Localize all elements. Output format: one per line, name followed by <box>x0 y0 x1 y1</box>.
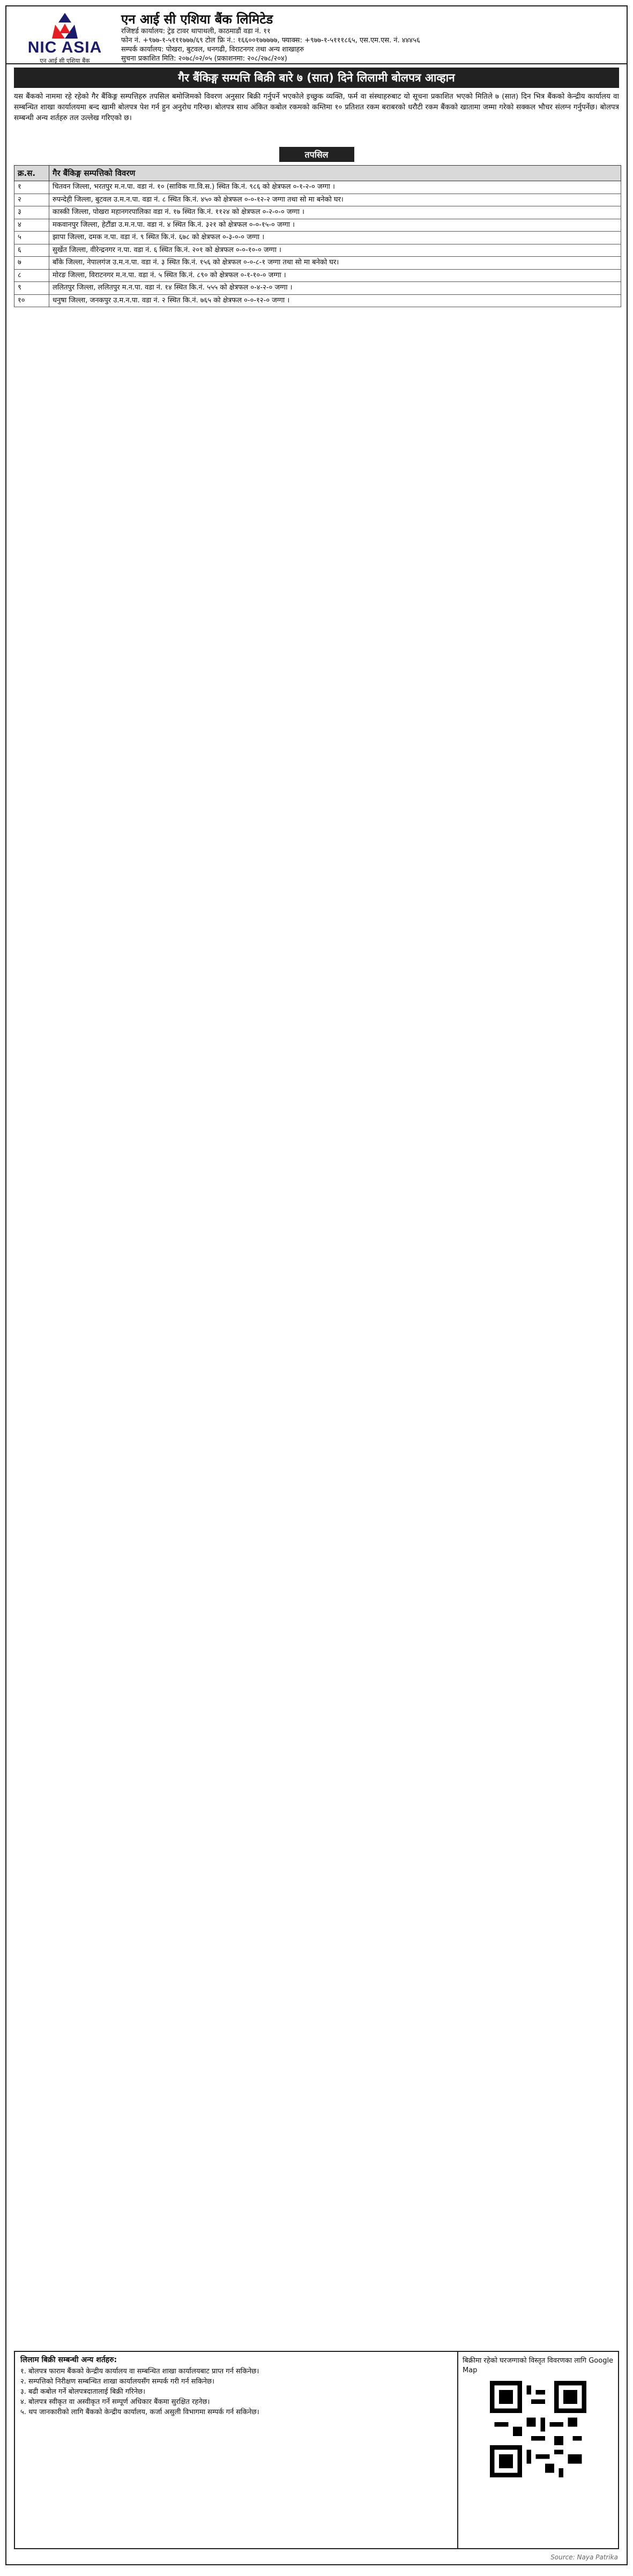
terms-title: लिलाम बिक्री सम्बन्धी अन्य शर्तहरु: <box>20 2356 117 2364</box>
row-desc: झापा जिल्ला, दमक न.पा. वडा नं. ९ स्थित कि.नं. ६७८ को क्षेत्रफल ०-३-०-० जग्गा । <box>49 232 621 244</box>
table-row <box>14 257 621 270</box>
col-desc-header: गैर बैंकिङ्ग सम्पत्तिको विवरण <box>49 166 621 181</box>
address-line: रजिष्टर्ड कार्यालय: ट्रेड टावर थापाथली, काठमाडौं वडा नं. ११ <box>121 27 271 35</box>
bank-logo <box>14 12 116 65</box>
notice-page <box>5 5 628 2565</box>
row-sn: ३ <box>14 206 49 219</box>
row-desc: सुर्खेत जिल्ला, वीरेन्द्रनगर न.पा. वडा नं. ६ स्थित कि.नं. २०१ को क्षेत्रफल ०-०-१०-० जग्गा । <box>49 244 621 257</box>
table-header-row <box>14 166 621 181</box>
logo-text: NIC ASIA <box>27 39 102 56</box>
table-band: तपसिल <box>279 147 354 162</box>
header-text <box>116 12 619 63</box>
table-row <box>14 282 621 295</box>
table-row <box>14 219 621 232</box>
assets-table <box>14 165 621 307</box>
terms-item: ३. बढी कबोल गर्ने बोलपत्रदातालाई बिक्री गरिनेछ। <box>20 2388 146 2396</box>
table-row <box>14 206 621 219</box>
table-row <box>14 181 621 194</box>
terms-item: ५. थप जानकारीको लागि बैंकको केन्द्रीय कार्यालय, कर्जा असुली विभागमा सम्पर्क गर्न सकिनेछ। <box>20 2408 259 2416</box>
row-desc: रुपन्देही जिल्ला, बुटवल उ.म.न.पा. वडा नं. ८ स्थित कि.नं. ४५० को क्षेत्रफल ०-०-१२-२ जग्गा तथा सो मा बनेको घर। <box>49 194 621 206</box>
table-body <box>14 181 621 307</box>
terms-block <box>15 2352 457 2548</box>
qr-box <box>457 2352 618 2548</box>
row-desc: कास्की जिल्ला, पोखरा महानगरपालिका वडा नं. १७ स्थित कि.नं. ११२४ को क्षेत्रफल ०-२-०-० जग्गा । <box>49 206 621 219</box>
address-line: सुचना प्रकाशित मिति: २०७८/०२/०५ (प्रकाशनमा: २०८/२७८/२०४) <box>121 55 287 63</box>
row-desc: ललितपुर जिल्ला, ललितपुर म.न.पा. वडा नं. १४ स्थित कि.नं. ५५५ को क्षेत्रफल ०-४-२-० जग्गा । <box>49 282 621 295</box>
table-row <box>14 232 621 244</box>
terms-item: १. बोलपत्र फाराम बैंकको केन्द्रीय कार्यालय वा सम्बन्धित शाखा कार्यालयबाट प्राप्त गर्न सकिनेछ। <box>20 2367 259 2375</box>
table-row <box>14 269 621 282</box>
terms-footer <box>14 2351 619 2549</box>
table-row <box>14 194 621 206</box>
bank-name: एन आई सी एशिया बैंक लिमिटेड <box>121 12 273 27</box>
row-desc: चितवन जिल्ला, भरतपुर म.न.पा. वडा नं. १० (साविक गा.वि.स.) स्थित कि.नं. ९८६ को क्षेत्रफल ०-१-२-० जग्गा । <box>49 181 621 194</box>
table-row <box>14 294 621 307</box>
col-sn-header: क्र.स. <box>14 166 49 181</box>
notice-title: गैर बैंकिङ्ग सम्पत्ति बिक्री बारे ७ (सात) दिने लिलामी बोलपत्र आव्हान <box>14 68 619 88</box>
row-desc: बाँके जिल्ला, नेपालगंज उ.म.न.पा. वडा नं. ३ स्थित कि.नं. १५६ को क्षेत्रफल ०-०-८-१ जग्गा तथा सो मा बनेको घर। <box>49 257 621 270</box>
row-sn: ५ <box>14 232 49 244</box>
row-sn: ४ <box>14 219 49 232</box>
header <box>6 6 627 64</box>
qr-code-icon[interactable] <box>490 2381 586 2477</box>
nic-asia-emblem-icon <box>50 12 80 40</box>
logo-sub: एन आई सी एशिया बैंक <box>40 57 90 64</box>
address-line: फोन नं. +९७७-१-५१११७७७/६९ टोल फ्रि नं.: १६६००१७७७७७, फ्याक्स: +९७७-१-५१११८६५, एस.एम.एस. नं. ४४४५६ <box>121 36 420 44</box>
terms-item: ४. बोलपत्र स्वीकृत वा अस्वीकृत गर्ने सम्पूर्ण अधिकार बैंकमा सुरक्षित रहनेछ। <box>20 2398 210 2406</box>
row-sn: १ <box>14 181 49 194</box>
source-credit: Source: Naya Patrika <box>550 2553 618 2561</box>
row-sn: २ <box>14 194 49 206</box>
terms-item: २. सम्पत्तिको निरीक्षण सम्बन्धित शाखा कार्यालयसँग सम्पर्क गरी गर्न सकिनेछ। <box>20 2378 215 2386</box>
row-desc: मकवानपुर जिल्ला, हेटौंडा उ.म.न.पा. वडा नं. ४ स्थित कि.नं. ३२१ को क्षेत्रफल ०-०-१५-० जग्गा । <box>49 219 621 232</box>
row-sn: ७ <box>14 257 49 270</box>
terms-list <box>20 2366 452 2417</box>
row-sn: ६ <box>14 244 49 257</box>
row-desc: धनुषा जिल्ला, जनकपुर उ.म.न.पा. वडा नं. २ स्थित कि.नं. ७६५ को क्षेत्रफल ०-०-१२-० जग्गा । <box>49 294 621 307</box>
address-line: सम्पर्क कार्यालय: पोखरा, बुटवल, धनगढी, विराटनगर तथा अन्य शाखाहरु <box>121 46 304 54</box>
row-sn: ९ <box>14 282 49 295</box>
qr-caption: बिक्रीमा रहेको घरजग्गाको विस्तृत विवरणका लागि Google Map <box>463 2357 614 2374</box>
row-desc: मोरङ जिल्ला, विराटनगर म.न.पा. वडा नं. ५ स्थित कि.नं. ८९० को क्षेत्रफल ०-१-१०-० जग्गा । <box>49 269 621 282</box>
row-sn: ८ <box>14 269 49 282</box>
table-row <box>14 244 621 257</box>
row-sn: १० <box>14 294 49 307</box>
intro-paragraph: यस बैंकको नाममा रहे रहेको गैर बैंकिङ्ग सम्पत्तिहरु तपसिल बमोजिमको विवरण अनुसार बिक्री गर्नुपर्ने भएकोले इच्छुक व्यक्ति, फर्म वा संस्थाहरुबाट यो सूचना प्रकाशित भएको मितिले ७ (सात) दिन भित्र बैंकको केन्द्रीय कार्यालय वा सम्बन्धित शाखा कार्यालयमा बन्द खामी बोलपत्र पेश गर्न हुन अनुरोध गरिन्छ। बोलपत्र साथ अंकित कबोल रकमको कम्तिमा १० प्रतिशत रकम बराबरको धरौटी रकम बैंकको खातामा जम्मा गरेको सक्कल भौचर संलग्न गर्नुपर्नेछ। बोलपत्र सम्बन्धी अन्य शर्तहरु तल उल्लेख गरिएको छ। <box>14 92 619 122</box>
